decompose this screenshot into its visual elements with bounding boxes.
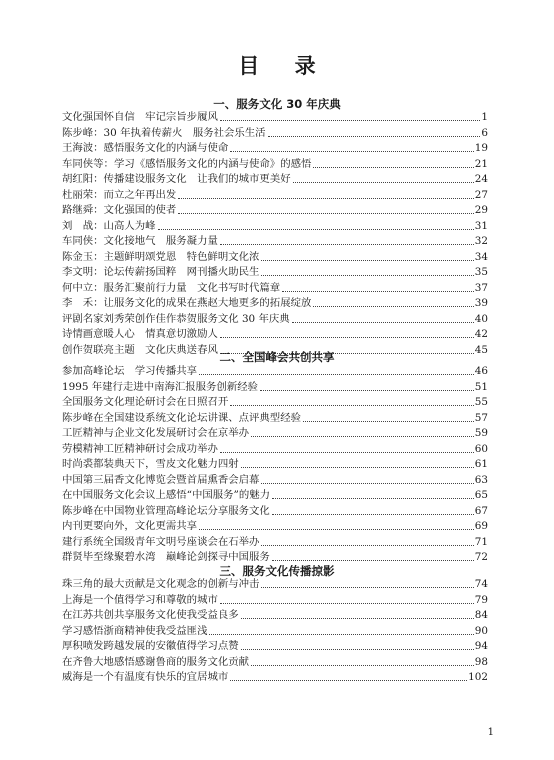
dot-leader [220,603,474,604]
toc-entry-title: 诗情画意暖人心 情真意切激励人 [62,328,218,340]
toc-entry[interactable] [62,623,488,639]
toc-entry-page: 21 [474,157,488,170]
dot-leader [282,291,474,292]
dot-leader [178,198,473,199]
toc-entry-page: 102 [468,671,488,683]
dot-leader [241,618,474,619]
section-heading: 三、服务文化传播掠影 [219,564,335,578]
page-title: 目 录 [238,54,330,78]
toc-entry[interactable] [62,218,488,234]
toc-entry-title: 车同侠等：学习《感悟服务文化的内涵与使命》的感悟 [62,157,312,170]
toc-entry-title: 车同侠：文化接地气 服务凝力量 [62,235,218,247]
dot-leader [220,120,481,121]
toc-entry[interactable] [62,472,488,488]
toc-entry-title: 李文明：论坛传薪扬国粹 网刊播火助民生 [62,266,260,278]
toc-entry[interactable] [62,264,488,280]
dot-leader [272,498,474,499]
toc-entry[interactable] [62,140,488,156]
toc-entry-title: 陈金玉：主题鲜明颂党恩 特色鲜明文化浓 [62,250,260,263]
toc-entry-page: 37 [474,281,488,294]
toc-entry-page: 69 [474,520,488,532]
toc-entry-title: 学习感悟浙商精神使我受益匪浅 [62,624,208,637]
toc-entry-title: 陈步峰在中国物业管理高峰论坛分享服务文化 [62,504,270,517]
toc-entry-title: 厚积喷发跨越发展的安徽值得学习点赞 [62,640,239,652]
toc-entry-title: 劳模精神工匠精神研讨会成功举办 [62,442,218,455]
toc-entry-page: 79 [474,593,488,606]
toc-entry[interactable] [62,518,488,534]
toc-entry-page: 74 [474,578,488,590]
toc-entry-page: 39 [474,297,488,309]
toc-entry-page: 24 [474,173,488,185]
dot-leader [220,452,474,453]
toc-entry[interactable] [62,394,488,410]
toc-entry-title: 在中国服务文化会议上感悟“中国服务”的魅力 [62,489,271,501]
toc-entry-page: 27 [474,188,488,201]
toc-entry[interactable] [62,249,488,265]
dot-leader [261,260,473,261]
toc-entry-page: 55 [474,396,488,408]
toc-entry-title: 在江苏共创共享服务文化使我受益良多 [62,609,239,621]
dot-leader [261,587,473,588]
toc-entry-title: 建行系统全国级青年文明号座谈会在石举办 [62,535,260,548]
toc-entry-title: 评剧名家刘秀荣创作佳作恭贺服务文化 30 年庆典 [62,312,290,325]
toc-entry[interactable] [62,503,488,519]
toc-entry[interactable] [62,534,488,550]
toc-entry-page: 45 [474,343,488,356]
toc-entry-page: 42 [474,328,488,340]
section-heading: 二、全国峰会共创共享 [219,350,335,364]
section-heading: 一、服务文化 30 年庆典 [213,97,341,111]
dot-leader [293,182,474,183]
toc-entry-page: 61 [474,458,488,470]
toc-entry[interactable] [62,125,488,141]
dot-leader [241,649,474,650]
toc-entry[interactable] [62,654,488,670]
toc-entry-title: 在齐鲁大地感悟感谢鲁商的服务文化贡献 [62,655,250,668]
dot-leader [292,322,474,323]
toc-entry-page: 84 [474,609,488,621]
toc-entry-page: 94 [474,640,488,652]
page-number: 1 [487,727,494,738]
toc-entry-page: 35 [474,266,488,278]
toc-entry-title: 群贤毕至缘聚碧水湾 巅峰论剑探寻中国服务 [62,551,270,563]
toc-entry[interactable] [62,109,488,125]
toc-entry-title: 杜丽荣：而立之年再出发 [62,188,177,201]
toc-entry[interactable] [62,456,488,472]
toc-entry-title: 上海是一个值得学习和尊敬的城市 [62,593,218,606]
toc-entry[interactable] [62,487,488,503]
dot-leader [251,436,474,437]
toc-entry-title: 路继舜：文化强国的使者 [62,204,177,216]
dot-leader [313,167,473,168]
toc-entry-title: 珠三角的最大贡献是文化观念的创新与冲击 [62,578,260,590]
toc-entry-page: 67 [474,504,488,517]
toc-entry[interactable] [62,576,488,592]
dot-leader [261,483,473,484]
toc-entry[interactable] [62,410,488,426]
toc-entry-title: 何中立：服务汇聚前行力量 文化书写时代篇章 [62,281,281,294]
toc-entry-title: 工匠精神与企业文化发展研讨会在京举办 [62,427,250,439]
toc-entry-title: 刘 战：山高人为峰 [62,219,156,232]
dot-leader [158,229,474,230]
toc-entry[interactable] [62,311,488,327]
toc-entry-title: 王海波：感悟服务文化的内涵与使命 [62,142,229,154]
toc-entry-title: 参加高峰论坛 学习传播共享 [62,365,198,377]
toc-entry-page: 31 [474,219,488,232]
toc-entry-page: 6 [481,126,488,139]
toc-entry-title: 创作贺联亮主题 文化庆典送春风 [62,343,218,356]
toc-entry-title: 胡红阳：传播建设服务文化 让我们的城市更美好 [62,173,291,185]
dot-leader [230,405,474,406]
dot-leader [261,275,473,276]
toc-entry[interactable] [62,592,488,608]
toc-entry-page: 59 [474,427,488,439]
toc-entry-page: 98 [474,655,488,668]
dot-leader [261,545,473,546]
dot-leader [260,390,474,391]
toc-entry-title: 陈步峰在全国建设系统文化论坛讲课、点评典型经验 [62,411,301,424]
toc-entry-page: 71 [474,535,488,548]
toc-entry-page: 60 [474,442,488,455]
toc-entry[interactable] [62,202,488,218]
toc-entry[interactable] [62,280,488,296]
toc-entry-title: 文化强国怀自信 牢记宗旨步履风 [62,111,218,123]
dot-leader [209,634,473,635]
dot-leader [199,374,474,375]
dot-leader [220,244,474,245]
toc-entry[interactable] [62,233,488,249]
toc-entry[interactable] [62,326,488,342]
toc-entry[interactable] [62,607,488,623]
dot-leader [272,560,474,561]
toc-entry-title: 陈步峰：30 年执着传薪火 服务社会乐生活 [62,126,266,139]
toc-entry[interactable] [62,171,488,187]
toc-entry-title: 时尚裘都装典天下，雪皮文化魅力四射 [62,458,239,470]
dot-leader [251,665,474,666]
dot-leader [268,136,481,137]
toc-entry[interactable] [62,441,488,457]
dot-leader [178,213,473,214]
toc-entry-title: 1995 年建行走进中南海汇报服务创新经验 [62,380,258,393]
toc-entry[interactable] [62,638,488,654]
dot-leader [230,680,467,681]
toc-entry-page: 57 [474,411,488,424]
toc-entry-page: 46 [474,365,488,377]
toc-entry[interactable] [62,363,488,379]
dot-leader [303,421,474,422]
toc-entry-title: 威海是一个有温度有快乐的宜居城市 [62,671,229,683]
toc-entry-page: 51 [474,380,488,393]
toc-entry-title: 李 禾：让服务文化的成果在燕赵大地更多的拓展绽放 [62,297,312,309]
toc-entry[interactable] [62,156,488,172]
toc-entry[interactable] [62,295,488,311]
toc-entry-page: 90 [474,624,488,637]
toc-entry[interactable] [62,425,488,441]
toc-entry-title: 全国服务文化理论研讨会在日照召开 [62,396,229,408]
toc-entry[interactable] [62,669,488,685]
toc-entry-page: 19 [474,142,488,154]
toc-entry-page: 40 [474,312,488,325]
dot-leader [313,306,473,307]
toc-entry-page: 32 [474,235,488,247]
toc-entry-page: 72 [474,551,488,563]
toc-entry-page: 29 [474,204,488,216]
dot-leader [241,467,474,468]
dot-leader [199,529,474,530]
toc-entry-title: 中国第三届香文化博览会暨首届熏香会启幕 [62,473,260,486]
toc-entry[interactable] [62,187,488,203]
dot-leader [230,151,474,152]
toc-entry[interactable] [62,379,488,395]
toc-entry-page: 63 [474,473,488,486]
toc-entry-page: 1 [481,111,488,123]
toc-entry-page: 65 [474,489,488,501]
dot-leader [220,337,474,338]
toc-entry-title: 内刊更要向外，文化更需共享 [62,520,198,532]
toc-entry-page: 34 [474,250,488,263]
dot-leader [272,514,474,515]
